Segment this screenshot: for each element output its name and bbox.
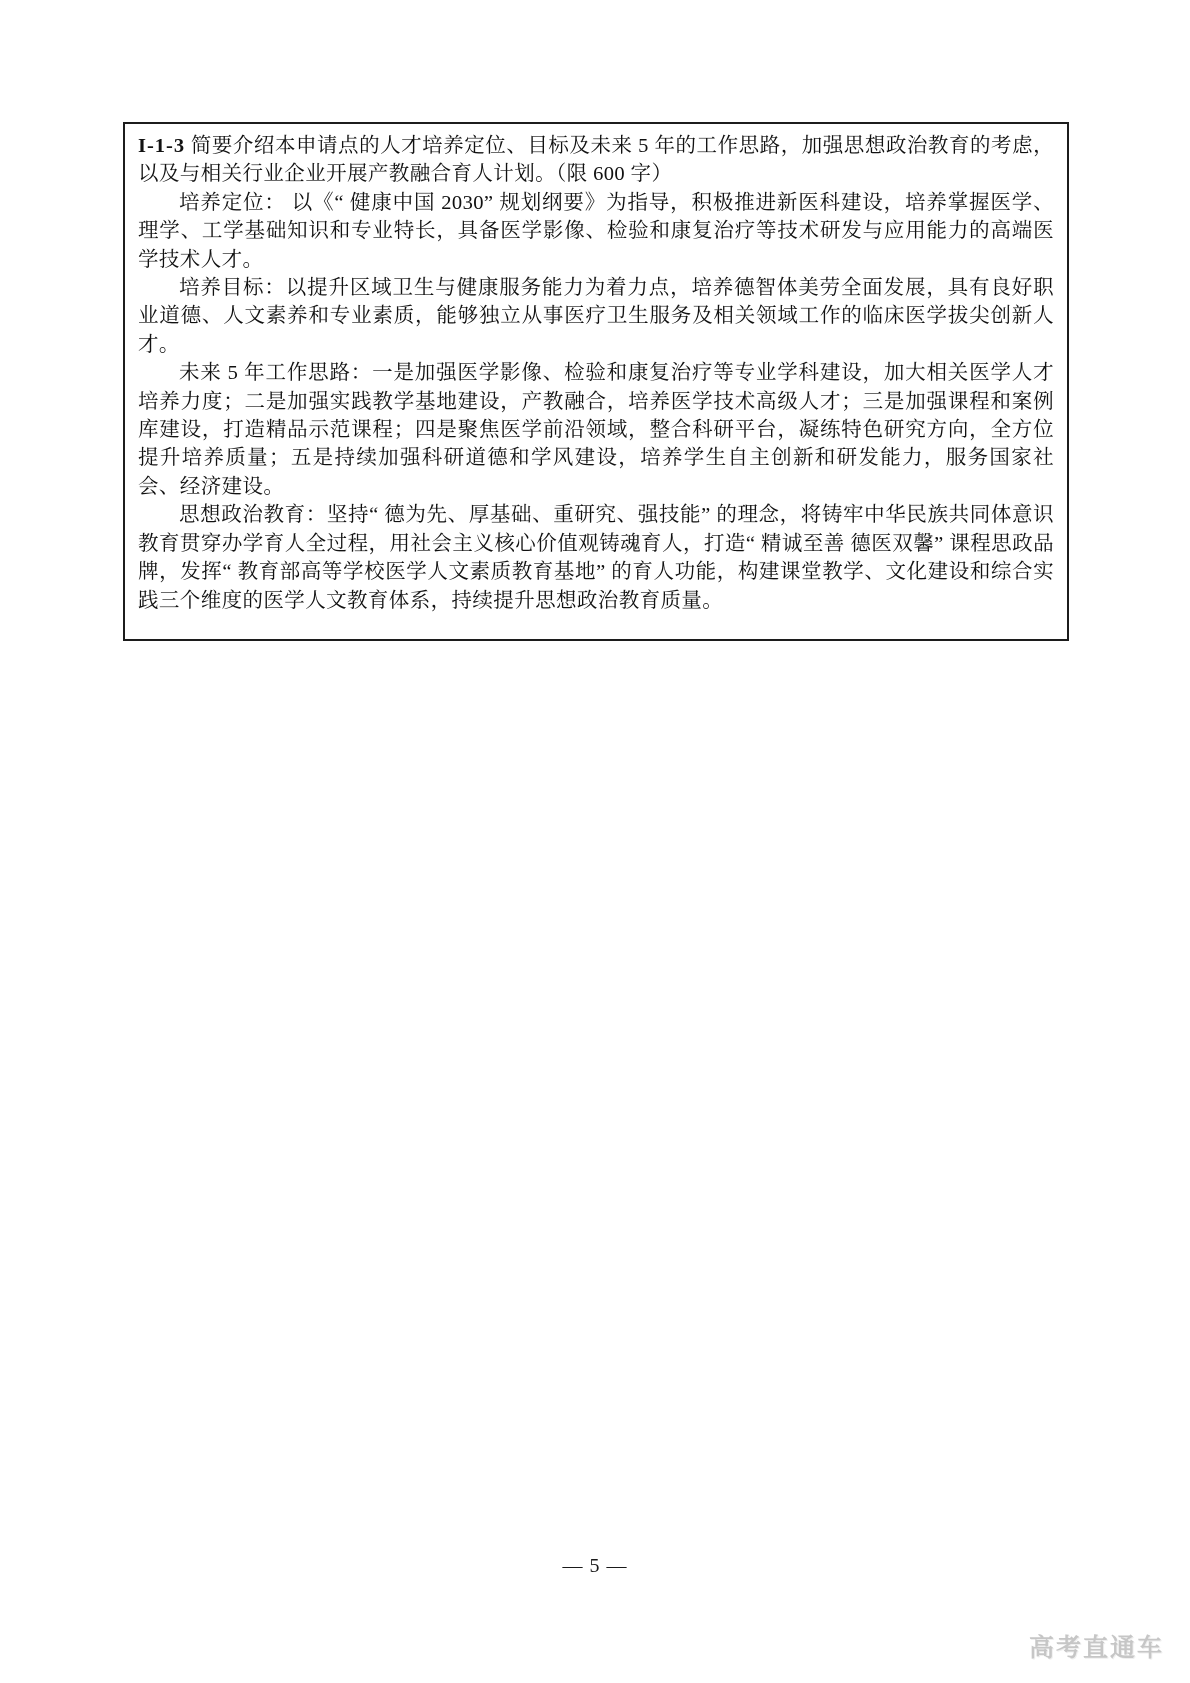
answer-paragraph-positioning: 培养定位： 以《“ 健康中国 2030” 规划纲要》为指导，积极推进新医科建设，培养掌握医学、理学、工学基础知识和专业特长，具备医学影像、检验和康复治疗等技术研发与应用能力的高端医学技术人才。: [138, 191, 1054, 271]
page-number: — 5 —: [562, 1555, 628, 1577]
form-section-box: [123, 122, 1069, 641]
watermark-text: 高考直通车: [1028, 1634, 1164, 1662]
answer-paragraph-five-year-plan: 未来 5 年工作思路：一是加强医学影像、检验和康复治疗等专业学科建设，加大相关医学人才培养力度；二是加强实践教学基地建设，产教融合，培养医学技术高级人才；三是加强课程和案例库建设，打造精品示范课程；四是聚焦医学前沿领域，整合科研平台，凝练特色研究方向，全方位提升培养质量；五是持续加强科研道德和学风建设，培养学生自主创新和研发能力，服务国家社会、经济建设。: [138, 362, 1054, 498]
answer-paragraph-ideological-education: 思想政治教育：坚持“ 德为先、厚基础、重研究、强技能” 的理念，将铸牢中华民族共同体意识教育贯穿办学育人全过程，用社会主义核心价值观铸魂育人，打造“ 精诚至善 德医双馨” 课程思政品牌，发挥“ 教育部高等学校医学人文素质教育基地” 的育人功能，构建课堂教学、文化建设和综合实践三个维度的医学人文教育体系，持续提升思想政治教育质量。: [138, 504, 1054, 612]
section-prompt-text: 简要介绍本申请点的人才培养定位、目标及未来 5 年的工作思路，加强思想政治教育的考虑，以及与相关行业企业开展产教融合育人计划。（限 600 字）: [138, 135, 1055, 186]
answer-paragraph-goals: 培养目标：以提升区域卫生与健康服务能力为着力点，培养德智体美劳全面发展，具有良好职业道德、人文素养和专业素质，能够独立从事医疗卫生服务及相关领域工作的临床医学拔尖创新人才。: [138, 277, 1054, 356]
section-prompt-line: [138, 132, 1054, 189]
section-code: I-1-3: [138, 135, 186, 157]
